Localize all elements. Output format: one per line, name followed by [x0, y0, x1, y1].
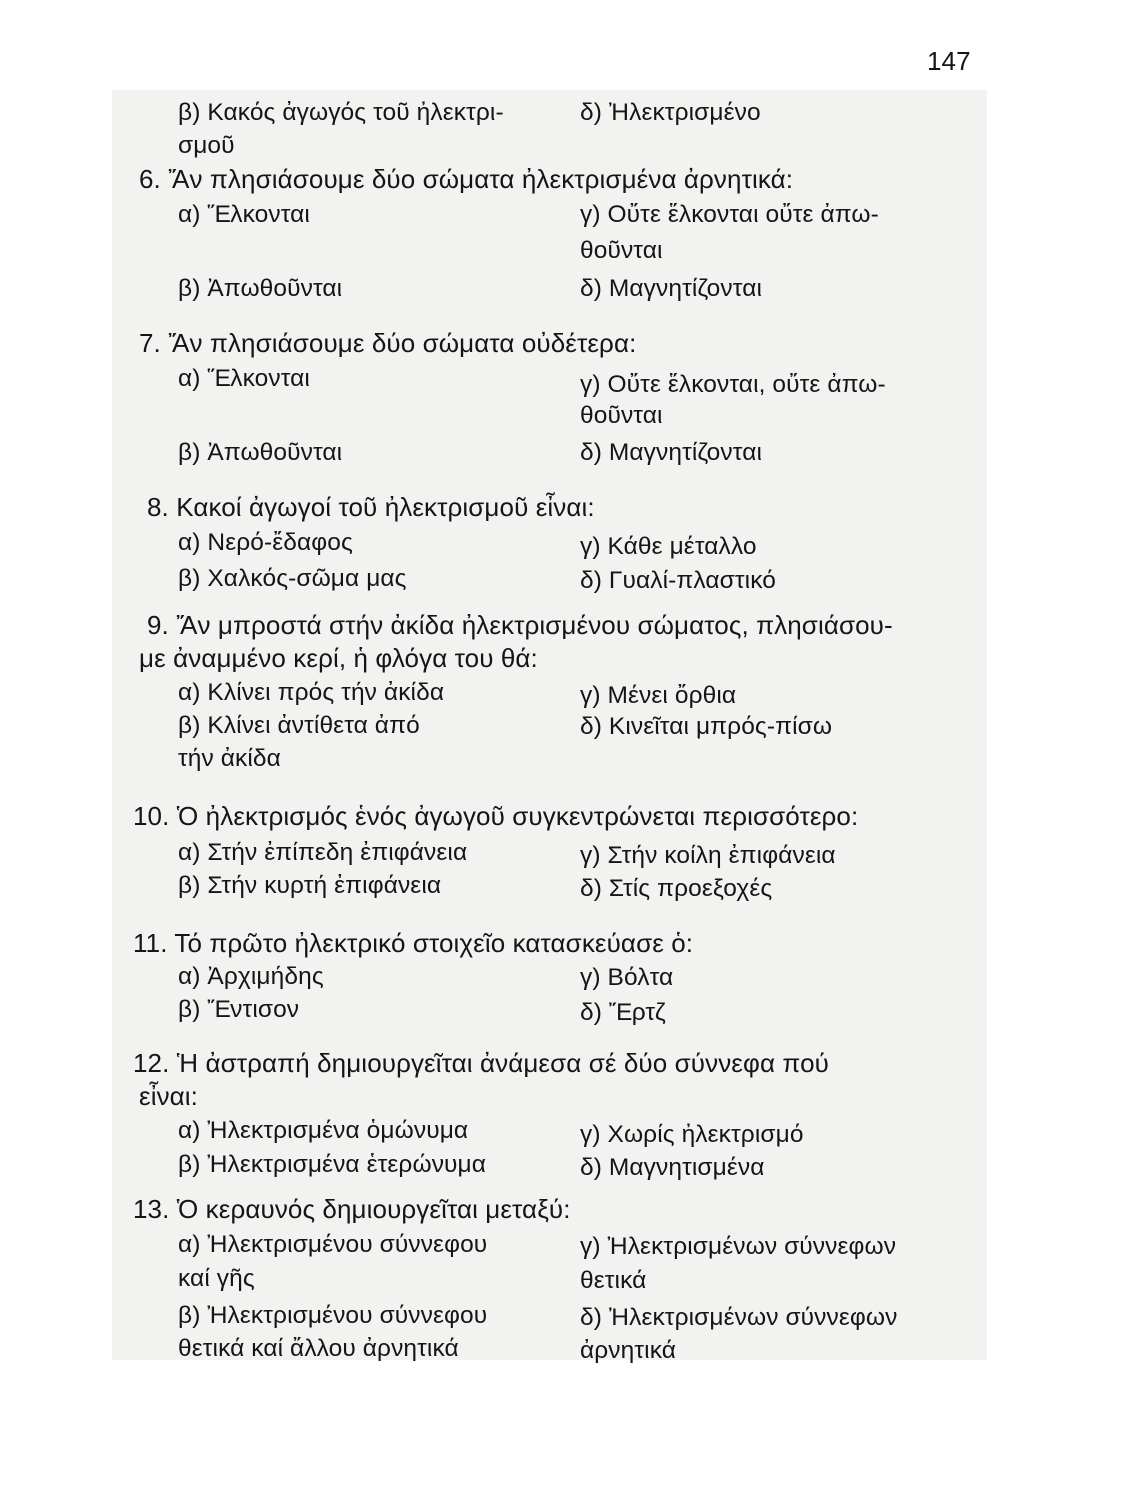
- q10-option-g: γ) Στήν κοίλη ἐπιφάνεια: [580, 842, 836, 869]
- q5-option-b-line1: β) Κακός ἀγωγός τοῦ ἠλεκτρι-: [178, 99, 504, 126]
- q5-option-d: δ) Ἠλεκτρισμένο: [580, 99, 761, 126]
- q7-option-a: α) Ἕλκονται: [178, 365, 310, 392]
- q13-option-a-line1: α) Ἠλεκτρισμένου σύννεφου: [178, 1231, 488, 1258]
- q6-option-b: β) Ἀπωθοῦνται: [178, 275, 343, 302]
- q6-option-a: α) Ἕλκονται: [178, 201, 310, 228]
- page-number: 147: [927, 46, 971, 76]
- q10-option-d: δ) Στίς προεξοχές: [580, 875, 773, 902]
- q9-option-b-line2: τήν ἀκίδα: [178, 745, 281, 772]
- q13-option-b-line1: β) Ἠλεκτρισμένου σύννεφου: [178, 1302, 488, 1329]
- q11-option-g: γ) Βόλτα: [580, 964, 674, 991]
- q7-text: 7. Ἄν πλησιάσουμε δύο σώματα οὐδέτερα:: [139, 328, 637, 358]
- q6-option-g-line1: γ) Οὔτε ἕλκονται οὔτε ἀπω-: [580, 201, 879, 228]
- q12-option-g: γ) Χωρίς ἠλεκτρισμό: [580, 1121, 804, 1148]
- q11-text: 11. Τό πρῶτο ἠλεκτρικό στοιχεῖο κατασκεύασε ὁ:: [133, 928, 694, 958]
- q8-option-b: β) Χαλκός-σῶμα μας: [178, 565, 407, 592]
- q12-option-d: δ) Μαγνητισμένα: [580, 1154, 765, 1181]
- q5-option-b-line2: σμοῦ: [178, 132, 235, 159]
- q13-option-b-line2: θετικά καί ἄλλου ἀρνητικά: [178, 1335, 459, 1362]
- q12-option-a: α) Ἠλεκτρισμένα ὁμώνυμα: [178, 1117, 469, 1144]
- q11-option-b: β) Ἔντισον: [178, 996, 300, 1023]
- q12-option-b: β) Ἠλεκτρισμένα ἑτερώνυμα: [178, 1151, 487, 1178]
- q8-text: 8. Κακοί ἀγωγοί τοῦ ἠλεκτρισμοῦ εἶναι:: [147, 492, 595, 522]
- q13-text: 13. Ὁ κεραυνός δημιουργεῖται μεταξύ:: [133, 1194, 571, 1224]
- q11-option-a: α) Ἀρχιμήδης: [178, 963, 324, 990]
- q7-option-d: δ) Μαγνητίζονται: [580, 439, 763, 466]
- q13-option-a-line2: καί γῆς: [178, 1265, 255, 1292]
- q13-option-d-line1: δ) Ἠλεκτρισμένων σύννεφων: [580, 1304, 898, 1331]
- q6-text: 6. Ἄν πλησιάσουμε δύο σώματα ἠλεκτρισμένα ἀρνητικά:: [139, 164, 794, 194]
- q8-option-d: δ) Γυαλί-πλαστικό: [580, 567, 776, 594]
- q6-option-d: δ) Μαγνητίζονται: [580, 275, 763, 302]
- q9-option-d: δ) Κινεῖται μπρός-πίσω: [580, 713, 833, 740]
- q11-option-d: δ) Ἔρτζ: [580, 999, 666, 1026]
- q9-option-a: α) Κλίνει πρός τήν ἀκίδα: [178, 679, 445, 706]
- q9-text-line1: 9. Ἄν μπροστά στήν ἀκίδα ἠλεκτρισμένου σώματος, πλησιάσου-: [147, 610, 893, 640]
- q13-option-d-line2: ἀρνητικά: [580, 1337, 677, 1364]
- q12-text-line1: 12. Ἡ ἀστραπή δημιουργεῖται ἀνάμεσα σέ δύο σύννεφα πού: [133, 1048, 829, 1078]
- q9-text-line2: με ἀναμμένο κερί, ἡ φλόγα του θά:: [139, 643, 538, 673]
- q9-option-g: γ) Μένει ὄρθια: [580, 682, 737, 709]
- q9-option-b-line1: β) Κλίνει ἀντίθετα ἀπό: [178, 712, 420, 739]
- q8-option-a: α) Νερό-ἔδαφος: [178, 529, 353, 556]
- q8-option-g: γ) Κάθε μέταλλο: [580, 533, 757, 560]
- q6-option-g-line2: θοῦνται: [580, 237, 663, 264]
- q10-option-b: β) Στήν κυρτή ἐπιφάνεια: [178, 872, 442, 899]
- q10-text: 10. Ὁ ἠλεκτρισμός ἑνός ἀγωγοῦ συγκεντρώνεται περισσότερο:: [133, 801, 859, 831]
- q10-option-a: α) Στήν ἐπίπεδη ἐπιφάνεια: [178, 839, 468, 866]
- q7-option-b: β) Ἀπωθοῦνται: [178, 439, 343, 466]
- q13-option-g-line2: θετικά: [580, 1267, 647, 1294]
- q7-option-g-line1: γ) Οὔτε ἕλκονται, οὔτε ἀπω-: [580, 371, 886, 398]
- q13-option-g-line1: γ) Ἠλεκτρισμένων σύννεφων: [580, 1233, 897, 1260]
- q7-option-g-line2: θοῦνται: [580, 402, 663, 429]
- q12-text-line2: εἶναι:: [139, 1081, 198, 1111]
